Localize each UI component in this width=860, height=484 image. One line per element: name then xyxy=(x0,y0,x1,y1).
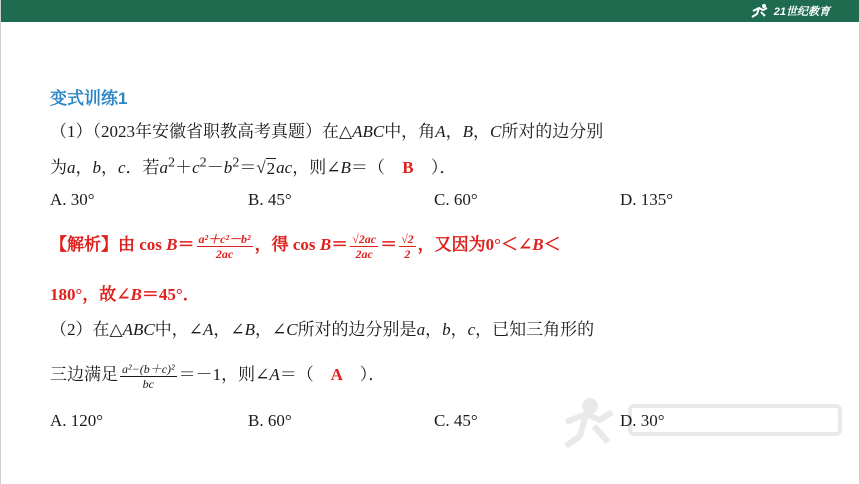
watermark-logo xyxy=(560,392,850,452)
runner-icon xyxy=(749,3,771,19)
q1-option-d: D. 135° xyxy=(620,190,674,209)
q2-option-a: A. 120° xyxy=(50,411,104,430)
section-title: 变式训练1 xyxy=(50,89,128,108)
logo-text: 21世纪教育 xyxy=(773,6,830,18)
q2-option-d: D. 30° xyxy=(620,411,665,430)
q2-line2: 三边满足 $\frac{\text{a²−(b＋c)²}}{bc}$ ＝－1，则∠A＝（ A ）． xyxy=(50,361,386,391)
brand-logo xyxy=(749,2,830,20)
solution-line1: 【解析】由 cos B＝ $\frac{\text{a²＋c²－b²}}{2ac}$ ，得 cos B＝ $\frac{√2ac}{2ac}$ ＝ $\frac{√2}{2}$ ，又因为0°＜∠B＜ xyxy=(50,231,561,261)
solution-label: 【解析】 xyxy=(50,235,118,254)
q1-option-b: B. 45° xyxy=(248,190,292,209)
q1-line1: （1）（2023年安徽省职教高考真题）在△ABC中，角A，B，C所对的边分别 xyxy=(50,122,604,141)
q1-answer: B xyxy=(402,158,414,177)
q1-line2: 为a，b，c．若$a^2+c^2-b^2=$ √ 2 ac，则∠B＝（ B ）． xyxy=(50,154,457,178)
header-bar xyxy=(0,0,860,22)
q2-option-c: C. 45° xyxy=(434,411,478,430)
q2-option-b: B. 60° xyxy=(248,411,292,430)
q2-answer: A xyxy=(330,365,343,384)
q1-option-c: C. 60° xyxy=(434,190,478,209)
q2-line1: （2）在△ABC中，∠A，∠B，∠C所对的边分别是a，b，c，已知三角形的 xyxy=(50,320,595,339)
solution-line2: 180°，故∠B＝45°． xyxy=(50,285,200,304)
left-border xyxy=(0,0,1,484)
q1-option-a: A. 30° xyxy=(50,190,95,209)
